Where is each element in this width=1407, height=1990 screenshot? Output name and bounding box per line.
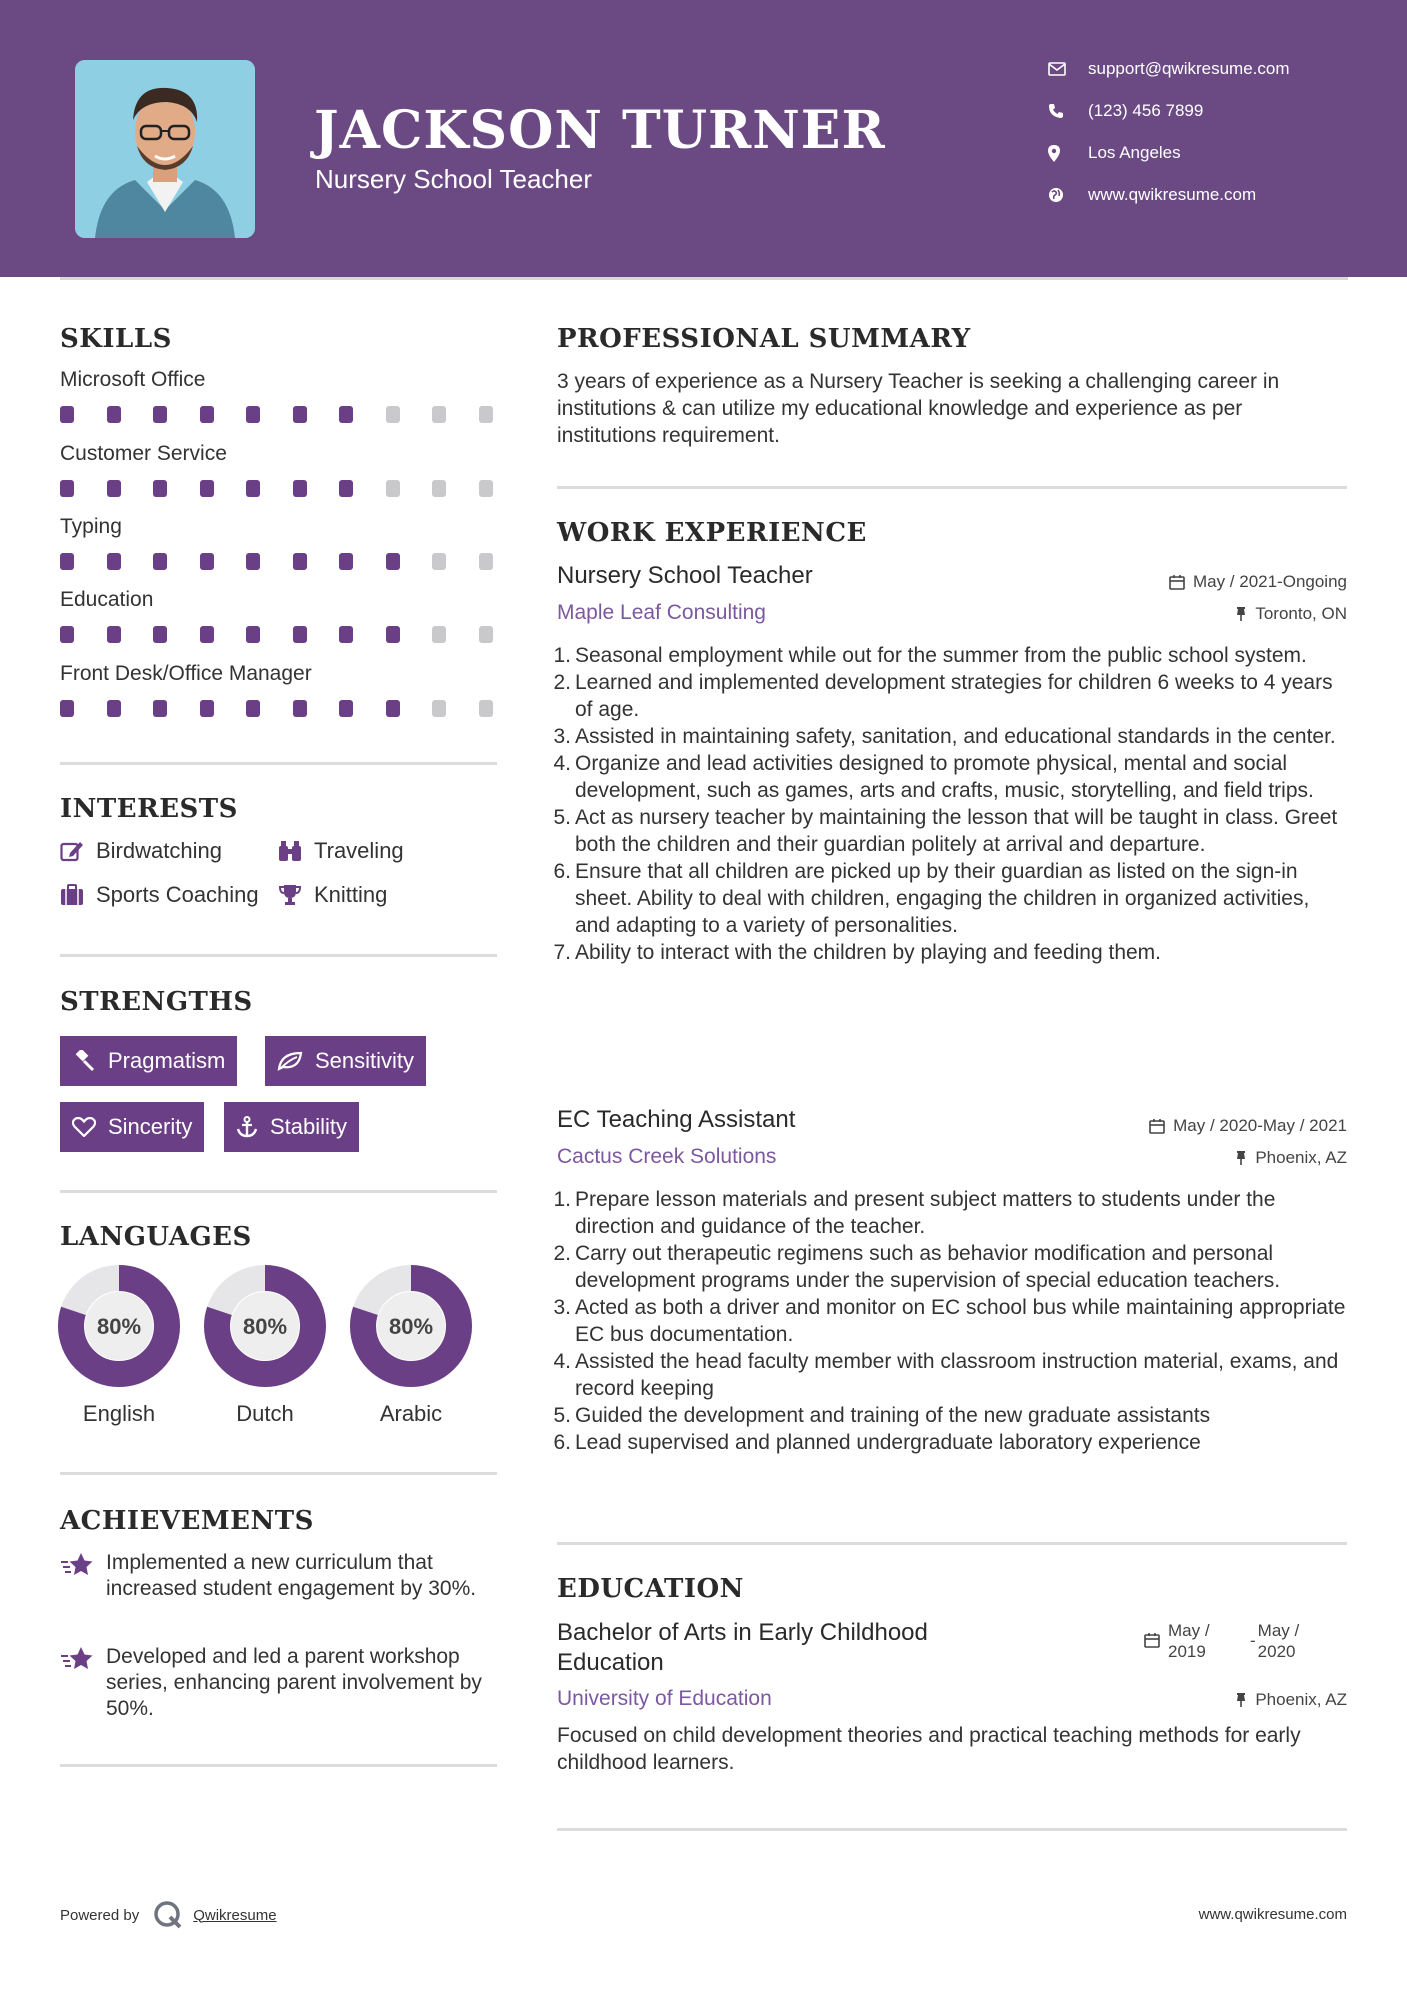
rating-dot-filled — [153, 700, 167, 717]
skill-rating — [60, 700, 525, 717]
skill-name: Customer Service — [60, 442, 227, 465]
rating-dot-filled — [339, 626, 353, 643]
job-dates-text: May / 2021-Ongoing — [1192, 572, 1347, 591]
interest-item — [60, 838, 222, 864]
anchor-icon — [236, 1116, 258, 1138]
strength-badge — [60, 1036, 237, 1086]
item-text: Lead supervised and planned undergraduate laboratory experience — [575, 1431, 1201, 1454]
strength-badge — [265, 1036, 426, 1086]
job-title: EC Teaching Assistant — [557, 1106, 796, 1133]
star-icon — [60, 1646, 94, 1672]
interest-item — [60, 882, 259, 908]
date-separator: - — [1250, 1631, 1256, 1650]
rating-dot-empty — [432, 480, 446, 497]
interest-label: Knitting — [314, 882, 388, 907]
rating-dot-filled — [200, 480, 214, 497]
language-percent: 80% — [242, 1314, 288, 1339]
rating-dot-filled — [200, 700, 214, 717]
item-number: 3. — [553, 725, 571, 748]
rating-dot-filled — [246, 700, 260, 717]
job-dates-text: May / 2020-May / 2021 — [1173, 1116, 1347, 1135]
item-text: Assisted in maintaining safety, sanitation, and educational standards in the center. — [575, 725, 1336, 748]
rating-dot-filled — [60, 553, 74, 570]
job-company: Maple Leaf Consulting — [557, 601, 766, 624]
rating-dot-filled — [293, 626, 307, 643]
item-text: Learned and implemented development strategies for children 6 weeks to 4 years of age. — [575, 671, 1333, 721]
language-name: Dutch — [236, 1401, 294, 1426]
briefcase-icon — [60, 884, 84, 906]
rating-dot-filled — [200, 553, 214, 570]
job-dates — [1149, 1116, 1347, 1136]
item-text: Guided the development and training of the new graduate assistants — [575, 1404, 1211, 1427]
map-marker-icon — [1048, 145, 1088, 162]
gavel-icon — [72, 1050, 96, 1072]
pushpin-icon — [1235, 1692, 1247, 1708]
item-number: 1. — [553, 644, 571, 667]
calendar-icon — [1169, 574, 1185, 590]
item-number: 2. — [553, 1242, 571, 1265]
calendar-icon — [1149, 1118, 1165, 1134]
section-divider — [60, 1190, 497, 1193]
rating-dot-filled — [339, 553, 353, 570]
summary-text: 3 years of experience as a Nursery Teacher is seeking a challenging career in institutions & can utilize my educational knowledge and experience as per institutions requirement. — [557, 370, 1280, 447]
responsibility-item — [550, 723, 1350, 750]
job-location — [1235, 604, 1347, 624]
calendar-icon — [1144, 1632, 1160, 1648]
language-gauge — [204, 1265, 326, 1392]
responsibility-item — [550, 858, 1350, 939]
skills-title: SKILLS — [60, 324, 172, 354]
item-text: Prepare lesson materials and present subject matters to students under the direction and guidance of the teacher. — [575, 1188, 1276, 1238]
rating-dot-filled — [293, 553, 307, 570]
section-divider — [557, 1542, 1347, 1545]
education-description: Focused on child development theories and practical teaching methods for early childhood learners. — [557, 1724, 1301, 1774]
item-number: 2. — [553, 671, 571, 694]
job-dates — [1169, 572, 1347, 592]
achievement-text: Developed and led a parent workshop series, enhancing parent involvement by 50%. — [106, 1645, 482, 1720]
footer-powered-by — [60, 1900, 277, 1930]
degree-title — [557, 1618, 928, 1678]
trophy-icon — [278, 884, 302, 906]
rating-dot-filled — [60, 626, 74, 643]
brand-link[interactable]: Qwikresume — [193, 1906, 277, 1924]
rating-dot-filled — [293, 480, 307, 497]
interest-label: Traveling — [314, 838, 404, 863]
achievements-title: ACHIEVEMENTS — [60, 1506, 314, 1536]
item-text: Seasonal employment while out for the summer from the public school system. — [575, 644, 1307, 667]
contact-location-text: Los Angeles — [1088, 143, 1181, 162]
rating-dot-filled — [153, 626, 167, 643]
rating-dot-filled — [246, 406, 260, 423]
achievement-text: Implemented a new curriculum that increased student engagement by 30%. — [106, 1551, 477, 1600]
contact-website-text: www.qwikresume.com — [1088, 185, 1257, 204]
rating-dot-filled — [60, 480, 74, 497]
education-end-year: 2020 — [1257, 1642, 1296, 1661]
education-location-text: Phoenix, AZ — [1255, 1690, 1347, 1709]
job-location-text: Phoenix, AZ — [1255, 1148, 1347, 1167]
phone-icon — [1048, 103, 1088, 119]
qwikresume-logo-icon — [153, 1900, 183, 1930]
language-percent: 80% — [388, 1314, 434, 1339]
language-name: Arabic — [379, 1401, 443, 1426]
rating-dot-empty — [432, 553, 446, 570]
item-number: 4. — [553, 752, 571, 775]
section-divider — [60, 1472, 497, 1475]
rating-dot-empty — [479, 553, 493, 570]
profile-photo — [75, 60, 255, 238]
strength-badge — [60, 1102, 204, 1152]
skill-name: Microsoft Office — [60, 368, 206, 391]
skill-rating — [60, 406, 525, 423]
item-number: 7. — [553, 941, 571, 964]
star-icon — [60, 1552, 94, 1578]
responsibility-item — [550, 1186, 1350, 1240]
language-percent: 80% — [96, 1314, 142, 1339]
education-start-month: May / — [1168, 1621, 1210, 1640]
resume-header — [0, 0, 1407, 277]
rating-dot-filled — [60, 700, 74, 717]
rating-dot-filled — [107, 553, 121, 570]
achievement-item — [60, 1644, 500, 1722]
education-school: University of Education — [557, 1687, 772, 1710]
binoculars-icon — [278, 840, 302, 862]
rating-dot-filled — [107, 700, 121, 717]
rating-dot-filled — [153, 480, 167, 497]
responsibility-item — [550, 939, 1350, 966]
rating-dot-filled — [386, 553, 400, 570]
candidate-name: JACKSON TURNER — [314, 100, 886, 161]
rating-dot-filled — [293, 700, 307, 717]
section-divider — [557, 1828, 1347, 1831]
contact-website[interactable] — [1048, 180, 1378, 210]
item-number: 5. — [553, 1404, 571, 1427]
interest-item — [278, 882, 387, 908]
rating-dot-empty — [432, 626, 446, 643]
degree-line: Bachelor of Arts in Early Childhood — [557, 1619, 928, 1646]
skill-name: Typing — [60, 515, 122, 538]
rating-dot-empty — [386, 406, 400, 423]
strength-badge — [224, 1102, 359, 1152]
job-location — [1235, 1148, 1347, 1168]
globe-icon — [1048, 187, 1088, 203]
education-title: EDUCATION — [557, 1574, 744, 1604]
pushpin-icon — [1235, 606, 1247, 622]
responsibility-item — [550, 750, 1350, 804]
education-start-year: 2019 — [1168, 1642, 1206, 1661]
rating-dot-filled — [200, 626, 214, 643]
education-start — [1168, 1620, 1250, 1662]
rating-dot-filled — [386, 700, 400, 717]
item-number: 5. — [553, 806, 571, 829]
education-location — [1235, 1690, 1347, 1710]
rating-dot-filled — [107, 406, 121, 423]
edit-icon — [60, 840, 84, 862]
responsibility-item — [550, 1429, 1350, 1456]
rating-dot-filled — [339, 406, 353, 423]
rating-dot-filled — [153, 553, 167, 570]
envelope-icon — [1048, 62, 1088, 76]
strengths-title: STRENGTHS — [60, 987, 253, 1017]
item-text: Carry out therapeutic regimens such as behavior modification and personal development programs under the supervision of special education teachers. — [575, 1242, 1281, 1292]
achievement-item — [60, 1550, 500, 1602]
education-end-month: May / — [1257, 1621, 1300, 1640]
interests-title: INTERESTS — [60, 794, 238, 824]
rating-dot-filled — [60, 406, 74, 423]
interest-item — [278, 838, 404, 864]
rating-dot-filled — [246, 626, 260, 643]
job-company: Cactus Creek Solutions — [557, 1145, 777, 1168]
rating-dot-empty — [432, 700, 446, 717]
strength-label: Sincerity — [108, 1114, 193, 1139]
skill-rating — [60, 480, 525, 497]
contact-email[interactable] — [1048, 54, 1378, 84]
item-number: 3. — [553, 1296, 571, 1319]
pushpin-icon — [1235, 1150, 1247, 1166]
rating-dot-empty — [386, 480, 400, 497]
contact-phone[interactable] — [1048, 96, 1378, 126]
footer-url[interactable]: www.qwikresume.com — [1198, 1906, 1347, 1923]
section-divider — [60, 762, 497, 765]
section-divider — [557, 486, 1347, 489]
rating-dot-filled — [200, 406, 214, 423]
powered-by-text: Powered by — [60, 1906, 140, 1924]
rating-dot-filled — [339, 480, 353, 497]
job-location-text: Toronto, ON — [1255, 604, 1347, 623]
contact-phone-text: (123) 456 7899 — [1088, 101, 1204, 120]
contact-email-text: support@qwikresume.com — [1088, 59, 1290, 78]
rating-dot-empty — [479, 480, 493, 497]
header-divider — [60, 277, 1348, 280]
item-text: Acted as both a driver and monitor on EC school bus while maintaining appropriate EC bus documentation. — [575, 1296, 1346, 1346]
item-number: 1. — [553, 1188, 571, 1211]
leaf-icon — [277, 1051, 303, 1071]
skill-name: Front Desk/Office Manager — [60, 662, 312, 685]
item-text: Assisted the head faculty member with classroom instruction material, exams, and record keeping — [575, 1350, 1339, 1400]
item-number: 4. — [553, 1350, 571, 1373]
interest-label: Sports Coaching — [96, 882, 259, 907]
responsibility-item — [550, 1294, 1350, 1348]
language-gauge — [58, 1265, 180, 1392]
responsibility-item — [550, 642, 1350, 669]
responsibility-item — [550, 1240, 1350, 1294]
rating-dot-empty — [479, 406, 493, 423]
item-text: Organize and lead activities designed to promote physical, mental and social development, such as games, arts and crafts, music, storytelling, and field trips. — [575, 752, 1314, 802]
rating-dot-empty — [479, 700, 493, 717]
rating-dot-filled — [107, 480, 121, 497]
skill-rating — [60, 553, 525, 570]
section-divider — [60, 1764, 497, 1767]
interest-label: Birdwatching — [96, 838, 222, 863]
rating-dot-filled — [339, 700, 353, 717]
rating-dot-filled — [293, 406, 307, 423]
skill-name: Education — [60, 588, 154, 611]
strength-label: Stability — [270, 1114, 348, 1139]
language-gauge — [350, 1265, 472, 1392]
rating-dot-filled — [246, 480, 260, 497]
rating-dot-filled — [246, 553, 260, 570]
section-divider — [60, 954, 497, 957]
job-responsibilities — [550, 1186, 1350, 1456]
rating-dot-filled — [107, 626, 121, 643]
degree-line: Education — [557, 1649, 664, 1676]
job-responsibilities — [550, 642, 1350, 966]
responsibility-item — [550, 1402, 1350, 1429]
job-title: Nursery School Teacher — [557, 562, 813, 589]
item-text: Ability to interact with the children by playing and feeding them. — [575, 941, 1162, 964]
rating-dot-filled — [153, 406, 167, 423]
responsibility-item — [550, 669, 1350, 723]
skill-rating — [60, 626, 525, 643]
heart-icon — [72, 1117, 96, 1137]
contact-location — [1048, 138, 1378, 168]
rating-dot-empty — [479, 626, 493, 643]
strength-label: Sensitivity — [315, 1048, 415, 1073]
item-text: Ensure that all children are picked up by their guardian as listed on the sign-in sheet. Ability to deal with children, engaging the children in organized activities, and adapting to a variety of personalities. — [575, 860, 1310, 937]
languages-title: LANGUAGES — [60, 1222, 252, 1252]
item-text: Act as nursery teacher by maintaining the lesson that will be taught in class. Greet both the children and their guardian politely at arrival and departure. — [575, 806, 1338, 856]
candidate-role: Nursery School Teacher — [315, 164, 592, 194]
item-number: 6. — [553, 860, 571, 883]
work-title: WORK EXPERIENCE — [557, 518, 867, 548]
summary-title: PROFESSIONAL SUMMARY — [557, 324, 971, 354]
item-number: 6. — [553, 1431, 571, 1454]
education-dates — [1144, 1620, 1299, 1662]
rating-dot-filled — [386, 626, 400, 643]
language-name: English — [82, 1401, 156, 1426]
education-end — [1258, 1620, 1300, 1662]
strength-label: Pragmatism — [108, 1048, 226, 1073]
rating-dot-empty — [432, 406, 446, 423]
responsibility-item — [550, 1348, 1350, 1402]
responsibility-item — [550, 804, 1350, 858]
